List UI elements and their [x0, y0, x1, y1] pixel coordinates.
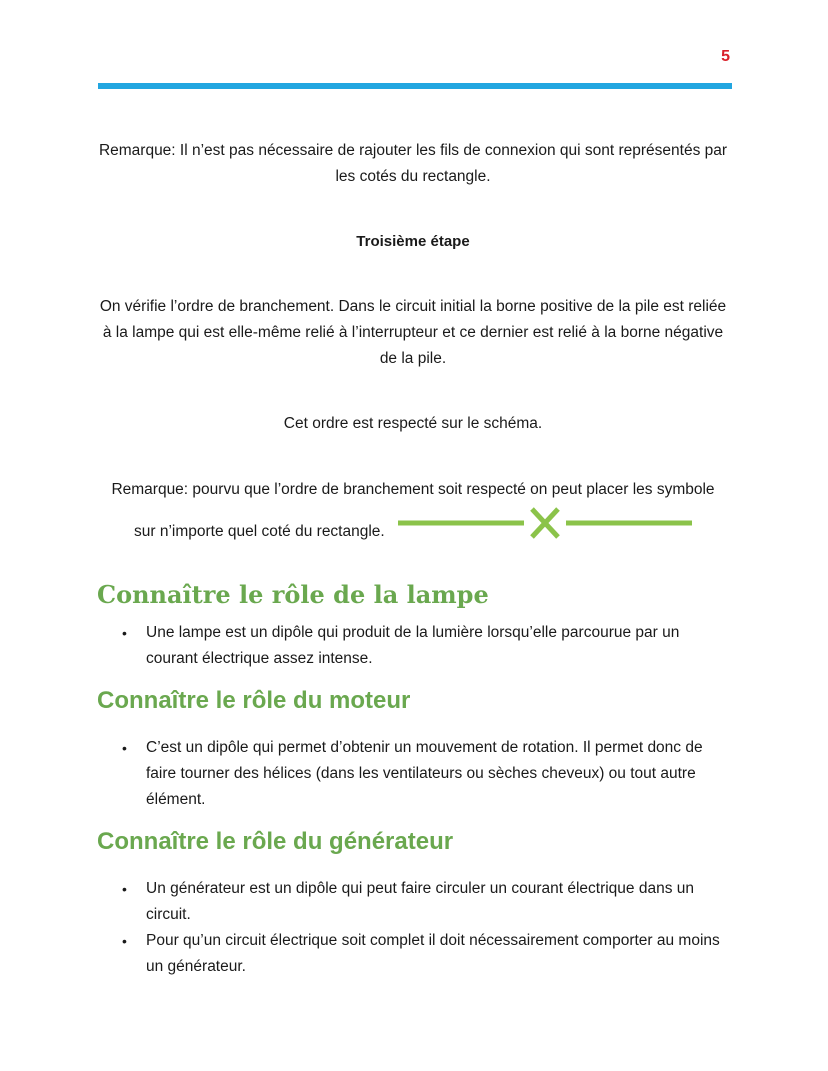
- page-number: 5: [721, 48, 730, 65]
- lamp-symbol-icon: [398, 505, 694, 541]
- remark2-tail: sur n’importe quel coté du rectangle.: [134, 523, 385, 540]
- step-title: Troisième étape: [356, 233, 470, 250]
- remark2-paragraph: Remarque: pourvu que l’ordre de branchement soit respecté on peut placer les symbole: [111, 481, 715, 498]
- bullet-icon: •: [122, 625, 127, 641]
- motor-bullet-list: [98, 735, 728, 813]
- bullet-icon: •: [122, 933, 127, 949]
- list-item: • Une lampe est un dipôle qui produit de la lumière lorsqu’elle parcourue par un courant électrique assez intense.: [98, 620, 728, 672]
- list-item: • Pour qu’un circuit électrique soit complet il doit nécessairement comporter au moins un générateur.: [98, 928, 728, 980]
- section-title-generator: Connaître le rôle du générateur: [97, 828, 454, 855]
- respected-paragraph: Cet ordre est respecté sur le schéma.: [283, 415, 543, 432]
- lamp-bullet-list: [98, 620, 728, 672]
- list-item: • Un générateur est un dipôle qui peut faire circuler un courant électrique dans un circuit.: [98, 876, 728, 928]
- section-title-motor: Connaître le rôle du moteur: [97, 687, 411, 714]
- bullet-icon: •: [122, 740, 127, 756]
- verify-paragraph: On vérifie l’ordre de branchement. Dans le circuit initial la borne positive de la pile est reliée à la lampe qui est elle-même relié à l’interrupteur et ce dernier est relié à la borne négative de la pile.: [99, 298, 727, 367]
- generator-bullet-list: [98, 876, 728, 980]
- list-item: • C’est un dipôle qui permet d’obtenir un mouvement de rotation. Il permet donc de faire tourner des hélices (dans les ventilateurs ou sèches cheveux) ou tout autre élément.: [98, 735, 728, 813]
- header-rule: [98, 83, 732, 89]
- section-title-lamp: Connaître le rôle de la lampe: [97, 580, 489, 609]
- remark-paragraph: Remarque: Il n’est pas nécessaire de rajouter les fils de connexion qui sont représentés par les cotés du rectangle.: [98, 142, 728, 185]
- bullet-icon: •: [122, 881, 127, 897]
